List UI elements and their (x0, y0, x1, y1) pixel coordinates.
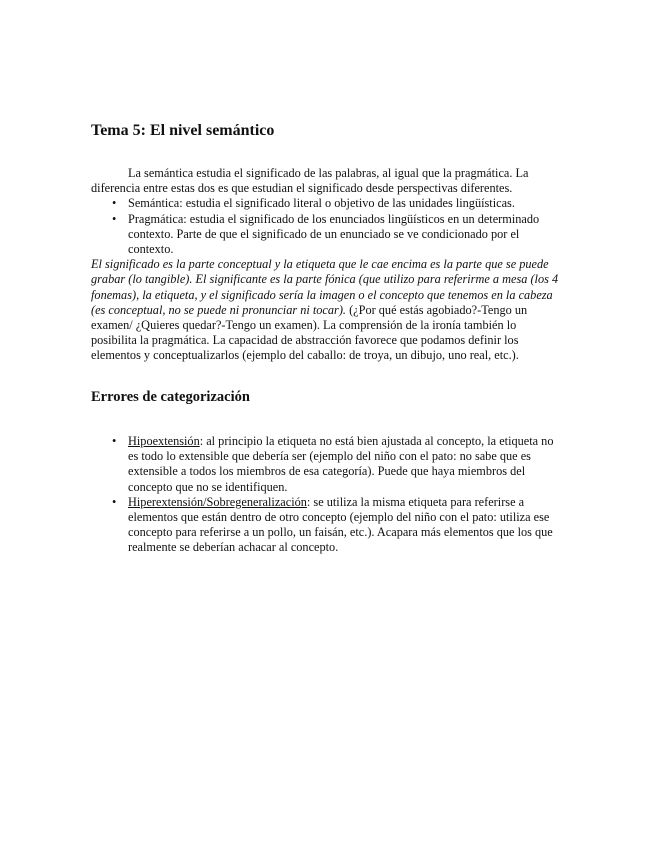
list-item (112, 494, 561, 556)
page-title: Tema 5: El nivel semántico (91, 122, 275, 139)
term-hiperextension: Hiperextensión/Sobregeneralización (128, 494, 307, 509)
normal-text: (¿Por qué estás agobiado?-Tengo un examen/ ¿Quieres quedar?-Tengo un examen). La comprensión de la ironía también lo posibilita la pragmática. La capacidad de abstracción favorece que podamos definir los elementos y conceptualizarlos (ejemplo del caballo: de troya, un dibujo, uno real, etc.). (91, 302, 528, 363)
bullet-icon: • (112, 494, 117, 509)
section2-title: Errores de categorización (91, 389, 250, 405)
section1-body (91, 166, 561, 364)
list-item-text: : se utiliza la misma etiqueta para referirse a elementos que están dentro de otro concepto (ejemplo del niño con el pato: utiliza ese concepto para referirse a un pollo, un faisán, etc.). Acapara más elementos que los que realmente se deberían achacar al concepto. (128, 494, 553, 555)
list-item-text: Pragmática: estudia el significado de los enunciados lingüísticos en un determinado contexto. Parte de que el significado de un enunciado se ve condicionado por el contexto. (128, 211, 540, 257)
list-item-text: Semántica: estudia el significado literal o objetivo de las unidades lingüísticas. (128, 196, 515, 211)
intro-paragraph: La semántica estudia el significado de las palabras, al igual que la pragmática. La diferencia entre estas dos es que estudian el significado desde perspectivas diferentes. (91, 166, 529, 196)
meaning-paragraph (91, 257, 561, 363)
bullet-icon: • (112, 211, 117, 226)
list-item (112, 196, 561, 211)
list-item (112, 434, 561, 495)
term-hipoextension: Hipoextensión (128, 434, 200, 448)
bullet-icon: • (112, 196, 117, 211)
list-item (112, 211, 561, 258)
bullet-icon: • (112, 434, 117, 448)
italic-text: El significado es la parte conceptual y la etiqueta que le cae encima es la parte que se puede grabar (lo tangible). El significante es la parte fónica (que utilizo para referirme a mesa (los 4 fonemas), la etiqueta, y el significado sería la imagen o el concepto que tenemos en la cabeza (es conceptual, no se puede ni pronunciar ni tocar). (91, 257, 559, 317)
definitions-list (91, 196, 561, 257)
section2-body (91, 434, 561, 556)
list-item-text: : al principio la etiqueta no está bien ajustada al concepto, la etiqueta no es todo lo extensible que debería ser (ejemplo del niño con el pato: no sabe que es extensible a todos los miembros de esa categoría). Puede que haya miembros del concepto que no se identifiquen. (128, 434, 554, 494)
errors-list (91, 434, 561, 556)
